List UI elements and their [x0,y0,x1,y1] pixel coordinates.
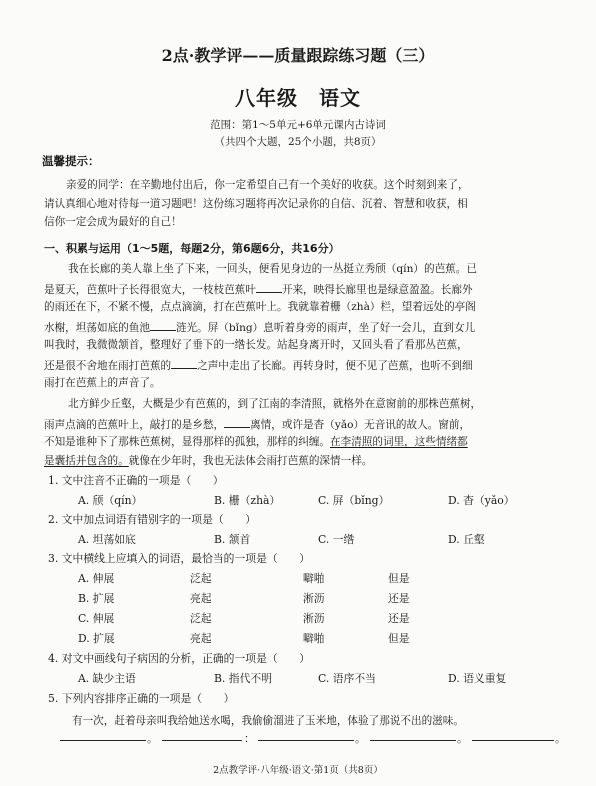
q1-option-c[interactable]: C. 屏（bǐng） [318,494,390,507]
q5-blank-2 [162,740,242,741]
hint-line-3: 信你一定会成为最好的自己！ [44,216,182,228]
passage-line-11: 是囊括并包含的。就像在少年时，我也无法体会雨打芭蕉的深情一样。 [44,455,373,467]
q3-a-word-3: 噼啪 [303,572,325,585]
passage-line-3: 的雨还在下，不紧不慢，点点滴滴，打在芭蕉叶上。我就靠着栅（zhà）栏，望着远处的亭阁 [44,301,476,313]
q3-option-c[interactable]: C. 伸展 [78,612,115,625]
hint-line-1: 亲爱的同学：在辛勤地付出后，你一定希望自己有一个美好的收获。这个时刻到来了， [66,179,469,191]
q5-punct-1: 。 [147,732,158,745]
q5-punct-5: 。 [555,732,566,745]
q2-option-b[interactable]: B. 颔首 [214,533,251,546]
q3-stem: 3. 文中横线上应填入的词语，最恰当的一项是（ ） [48,552,311,565]
section1-heading: 一、积累与运用（1～5题，每题2分，第6题6分，共16分） [44,242,340,255]
q5-blank-3 [258,740,354,741]
passage-line-4: 水榭，坦荡如底的鱼池 涟光。屏（bǐng）息听着身旁的雨声，坐了好一会儿，直到女儿 [44,322,476,334]
q4-option-a[interactable]: A. 缺少主语 [78,672,136,685]
passage-line-1: 我在长廊的美人靠上坐了下来，一回头，便看见身边的一丛挺立秀颀（qín）的芭蕉。已 [68,263,477,275]
q3-d-word-3: 噼啪 [303,632,325,645]
blank-2 [150,321,176,331]
q4-option-d[interactable]: D. 语义重复 [448,672,507,685]
exam-counts: （共四个大题，25个小题，共8页） [214,136,382,148]
q3-option-b[interactable]: B. 扩展 [78,592,115,605]
q3-b-word-4: 还是 [388,592,410,605]
q1-option-b[interactable]: B. 栅（zhà） [214,494,281,507]
exam-title: 2点·教学评——质量跟踪练习题（三） [161,46,435,65]
q3-c-word-2: 泛起 [190,612,212,625]
q5-punct-3: 。 [355,732,366,745]
q5-blank-4 [370,740,456,741]
passage-line-2: 是夏天，芭蕉叶子长得很宽大，一枝枝芭蕉叶 开来，映得长廊里也是绿意盈盈。长廊外 [44,284,473,296]
blank-3 [171,359,197,369]
q5-blank-5 [472,740,554,741]
q4-stem: 4. 对文中画线句子病因的分析，正确的一项是（ ） [48,652,311,665]
q3-a-word-4: 但是 [388,572,410,585]
passage-line-7: 雨打在芭蕉上的声音了。 [44,377,161,389]
passage-line-6: 还是很不舍地在雨打芭蕉的 之声中走出了长廊。再转身时，便不见了芭蕉，也听不到细 [44,360,473,372]
q3-b-word-2: 亮起 [190,592,212,605]
q5-punct-2: ： [244,732,255,745]
hint-line-2: 请认真细心地对待每一道习题吧！这份练习题将再次记录你的自信、沉着、智慧和收获，相 [44,198,468,210]
q4-option-b[interactable]: B. 指代不明 [214,672,272,685]
q3-b-word-3: 淅沥 [303,592,325,605]
q1-option-d[interactable]: D. 杳（yǎo） [448,494,515,507]
q5-lead-sentence: 有一次，赶着母亲叫我给她送水喝，我偷偷溜进了玉米地，体验了那说不出的滋味。 [72,715,464,727]
q3-option-d[interactable]: D. 扩展 [78,632,115,645]
underlined-sentence-part-1: 在李清照的词里，这些情绪都 [330,436,468,448]
passage-line-9: 雨声点滴的芭蕉叶上，敲打的是乡愁， 离情，或许是杳（yǎo）无音讯的故人。窗前， [44,419,471,431]
blank-4 [224,418,250,428]
page-footer: 2点教学评·八年级·语文·第1页（共8页） [213,765,383,776]
q3-d-word-4: 但是 [388,632,410,645]
exam-scope: 范围：第1～5单元+6单元课内古诗词 [210,119,386,131]
passage-line-8: 北方鲜少丘壑，大概是少有芭蕉的，到了江南的李清照，就格外在意窗前的那株芭蕉树， [68,398,482,410]
q2-stem: 2. 文中加点词语有错别字的一项是（ ） [48,513,257,526]
q5-stem: 5. 下列内容排序正确的一项是（ ） [48,692,235,705]
passage-line-5: 叫我时，我微微颔首，整理好了垂下的一绺长发。站起身离开时，又回头看了看那丛芭蕉， [44,339,468,351]
q1-stem: 1. 文中注音不正确的一项是（ ） [48,474,224,487]
q3-a-word-2: 泛起 [190,572,212,585]
q2-option-c[interactable]: C. 一绺 [318,533,355,546]
hint-heading: 温馨提示： [42,154,100,168]
q3-c-word-3: 淅沥 [303,612,325,625]
q5-punct-4: 。 [457,732,468,745]
q2-option-d[interactable]: D. 丘壑 [448,533,485,546]
q5-blank-1 [60,740,146,741]
passage-line-10: 不知是谁种下了那株芭蕉树，显得那样的孤独，那样的纠缠。在李清照的词里，这些情绪都 [44,436,468,448]
q3-c-word-4: 还是 [388,612,410,625]
q1-option-a[interactable]: A. 颀（qín） [78,494,143,507]
q2-option-a[interactable]: A. 坦荡如底 [78,533,136,546]
blank-1 [256,283,282,293]
q3-option-a[interactable]: A. 伸展 [78,572,115,585]
grade-subject: 八年级 语文 [235,86,361,110]
q4-option-c[interactable]: C. 语序不当 [318,672,376,685]
underlined-sentence-part-2: 是囊括并包含的。 [44,455,129,467]
q3-d-word-2: 亮起 [190,632,212,645]
